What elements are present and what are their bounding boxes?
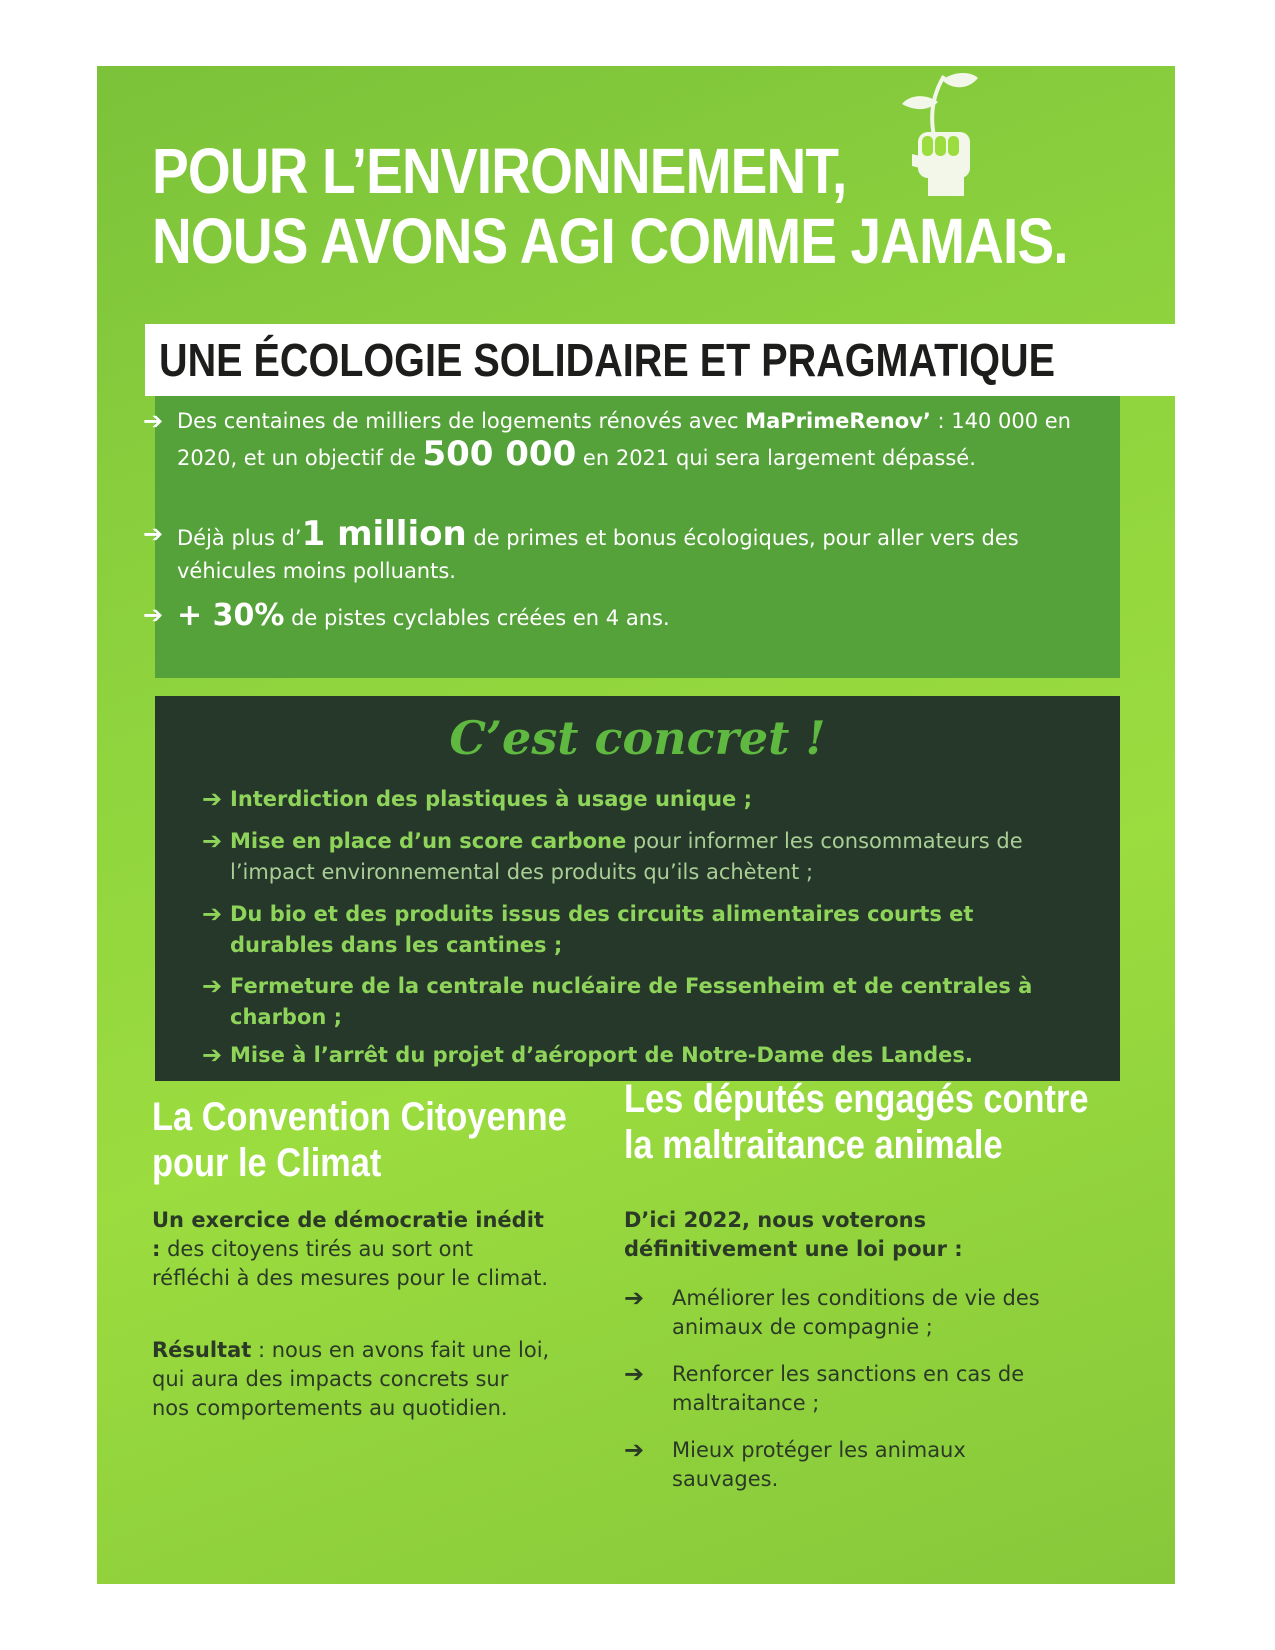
convention-paragraph-1: Un exercice de démocratie inédit : des citoyens tirés au sort ont réfléchi à des mesures pour le climat. — [152, 1208, 549, 1290]
convention-paragraph-2: Résultat : nous en avons fait une loi, qui aura des impacts concrets sur nos comportements au quotidien. — [152, 1338, 550, 1420]
list-item: ➔ Mise à l’arrêt du projet d’aéroport de Notre-Dame des Landes. — [202, 1041, 973, 1069]
list-item: ➔ Déjà plus d’1 million de primes et bonus écologiques, pour aller vers des véhicules moins polluants. — [143, 514, 1019, 583]
arrow-right-icon: ➔ — [202, 827, 223, 855]
headline-line-2: NOUS AVONS AGI COMME JAMAIS. — [152, 205, 1068, 277]
list-item: ➔ Améliorer les conditions de vie des animaux de compagnie ; — [624, 1284, 1040, 1339]
arrow-right-icon: ➔ — [202, 785, 223, 813]
arrow-right-icon: ➔ — [624, 1284, 645, 1312]
headline — [152, 135, 1068, 277]
animaux-title: Les députés engagés contre la maltraitance animale — [624, 1077, 1089, 1167]
list-item: ➔ Mieux protéger les animaux sauvages. — [624, 1436, 966, 1491]
arrow-right-icon: ➔ — [202, 900, 223, 928]
convention-title: La Convention Citoyenne pour le Climat — [152, 1095, 567, 1185]
section-ecologie-title: UNE ÉCOLOGIE SOLIDAIRE ET PRAGMATIQUE — [145, 324, 1175, 396]
list-item: ➔ + 30% de pistes cyclables créées en 4 ans. — [143, 598, 670, 633]
section-concret-title: C’est concret ! — [449, 711, 826, 765]
arrow-right-icon: ➔ — [202, 1041, 223, 1069]
arrow-right-icon: ➔ — [624, 1436, 645, 1464]
list-item: ➔ Interdiction des plastiques à usage unique ; — [202, 785, 752, 813]
arrow-right-icon: ➔ — [202, 972, 223, 1000]
animaux-intro: D’ici 2022, nous voterons définitivement une loi pour : — [624, 1208, 963, 1261]
list-item: ➔ Renforcer les sanctions en cas de maltraitance ; — [624, 1360, 1025, 1415]
arrow-right-icon: ➔ — [143, 407, 164, 435]
list-item: ➔ Du bio et des produits issus des circuits alimentaires courts et durables dans les cantines ; — [202, 900, 974, 957]
list-item: ➔ Des centaines de milliers de logements rénovés avec MaPrimeRenov’ : 140 000 en 2020, et un objectif de 500 000 en 2021 qui sera largement dépassé. — [143, 407, 1071, 474]
arrow-right-icon: ➔ — [624, 1360, 645, 1388]
list-item: ➔ Mise en place d’un score carbone pour informer les consommateurs de l’impact environnemental des produits qu’ils achètent ; — [202, 827, 1023, 884]
arrow-right-icon: ➔ — [143, 601, 164, 629]
arrow-right-icon: ➔ — [143, 520, 164, 548]
section-concret — [155, 696, 1120, 1081]
list-item: ➔ Fermeture de la centrale nucléaire de Fessenheim et de centrales à charbon ; — [202, 972, 1033, 1029]
raised-fist-with-leaf-icon — [872, 66, 982, 196]
flyer — [97, 66, 1175, 1584]
headline-line-1: POUR L’ENVIRONNEMENT, — [152, 135, 847, 207]
